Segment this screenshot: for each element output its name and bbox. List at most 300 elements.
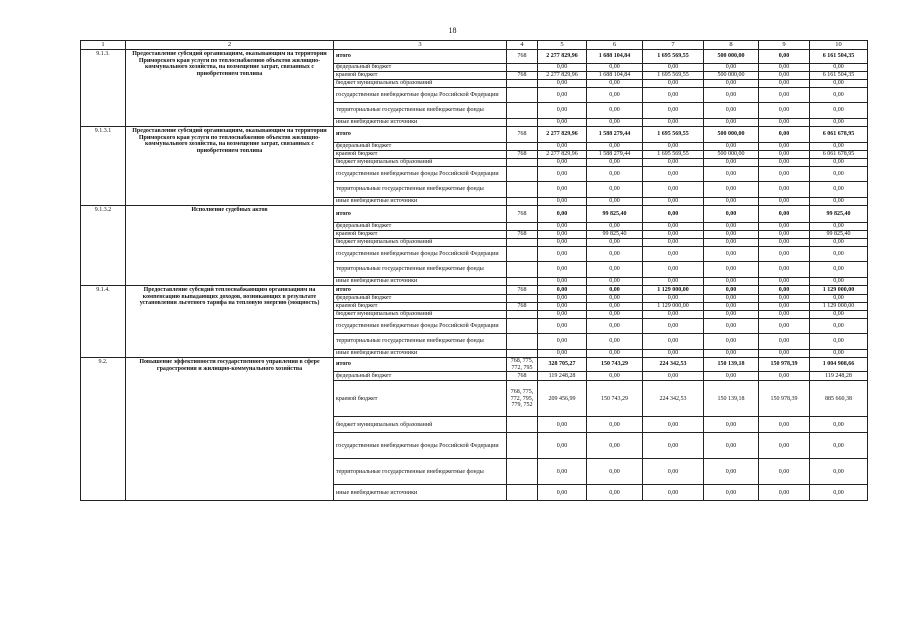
amount-cell: 0,00 (704, 311, 759, 319)
amount-cell: 0,00 (704, 334, 759, 350)
amount-cell: 1 129 000,00 (643, 286, 704, 295)
funding-source: бюджет муниципальных образований (334, 159, 507, 167)
amount-cell: 0,00 (587, 311, 643, 319)
amount-cell: 0,00 (538, 88, 587, 103)
amount-cell: 0,00 (704, 88, 759, 103)
item-name: Предоставление субсидий организациям, оказывающим на территории Приморского края услуги по теплоснабжению объектов жилищно-коммунального хозяйства, на возмещение затрат, связанных с приобретением топлива (126, 127, 334, 206)
amount-cell: 0,00 (643, 88, 704, 103)
amount-cell: 0,00 (643, 206, 704, 223)
amount-cell: 0,00 (810, 278, 868, 286)
amount-cell: 0,00 (538, 417, 587, 433)
amount-cell: 0,00 (759, 127, 810, 143)
funding-source: территориальные государственные внебюджетные фонды (334, 262, 507, 278)
amount-cell: 0,00 (538, 198, 587, 206)
amount-cell: 0,00 (810, 103, 868, 119)
amount-cell: 885 660,38 (810, 381, 868, 417)
grbs-code (507, 459, 538, 485)
table-row (81, 358, 868, 372)
grbs-code (507, 88, 538, 103)
amount-cell: 0,00 (587, 417, 643, 433)
amount-cell: 0,00 (759, 350, 810, 358)
amount-cell: 0,00 (759, 319, 810, 334)
amount-cell: 0,00 (587, 103, 643, 119)
amount-cell: 0,00 (538, 311, 587, 319)
amount-cell: 0,00 (759, 311, 810, 319)
amount-cell: 0,00 (538, 119, 587, 127)
amount-cell: 0,00 (704, 485, 759, 501)
amount-cell: 150 978,39 (759, 358, 810, 372)
amount-cell: 0,00 (587, 319, 643, 334)
amount-cell: 0,00 (587, 303, 643, 311)
amount-cell: 0,00 (587, 372, 643, 381)
header-cell: 8 (704, 41, 759, 50)
amount-cell: 0,00 (643, 143, 704, 151)
amount-cell: 0,00 (643, 278, 704, 286)
header-cell: 9 (759, 41, 810, 50)
amount-cell: 0,00 (759, 372, 810, 381)
amount-cell: 0,00 (810, 182, 868, 198)
funding-source: территориальные государственные внебюджетные фонды (334, 459, 507, 485)
amount-cell: 0,00 (587, 119, 643, 127)
amount-cell: 0,00 (704, 223, 759, 231)
funding-source: территориальные государственные внебюджетные фонды (334, 334, 507, 350)
amount-cell: 150 139,18 (704, 381, 759, 417)
grbs-code (507, 223, 538, 231)
grbs-code (507, 433, 538, 459)
grbs-code (507, 485, 538, 501)
amount-cell: 0,00 (810, 80, 868, 88)
amount-cell: 328 705,27 (538, 358, 587, 372)
amount-cell: 0,00 (643, 223, 704, 231)
grbs-code (507, 311, 538, 319)
amount-cell: 0,00 (538, 485, 587, 501)
grbs-code (507, 119, 538, 127)
amount-cell: 150 139,18 (704, 358, 759, 372)
item-code: 9.1.3. (81, 50, 126, 127)
amount-cell: 0,00 (538, 459, 587, 485)
amount-cell: 150 743,29 (587, 381, 643, 417)
amount-cell: 0,00 (643, 80, 704, 88)
header-cell: 5 (538, 41, 587, 50)
amount-cell: 0,00 (643, 64, 704, 72)
amount-cell: 0,00 (810, 459, 868, 485)
amount-cell: 0,00 (704, 198, 759, 206)
amount-cell: 0,00 (759, 334, 810, 350)
amount-cell: 0,00 (643, 311, 704, 319)
amount-cell: 0,00 (759, 50, 810, 64)
funding-source: бюджет муниципальных образований (334, 417, 507, 433)
amount-cell: 6 161 504,35 (810, 50, 868, 64)
amount-cell: 0,00 (538, 239, 587, 247)
amount-cell: 500 000,00 (704, 72, 759, 80)
amount-cell: 0,00 (810, 247, 868, 262)
amount-cell: 0,00 (643, 417, 704, 433)
amount-cell: 0,00 (643, 334, 704, 350)
amount-cell: 500 000,00 (704, 127, 759, 143)
amount-cell: 0,00 (759, 159, 810, 167)
amount-cell: 0,00 (704, 143, 759, 151)
amount-cell: 6 061 678,95 (810, 127, 868, 143)
table-body (81, 50, 868, 501)
amount-cell: 0,00 (810, 239, 868, 247)
grbs-code: 768 (507, 72, 538, 80)
amount-cell: 0,00 (759, 231, 810, 239)
amount-cell: 0,00 (643, 247, 704, 262)
amount-cell: 99 825,40 (587, 206, 643, 223)
item-code: 9.2. (81, 358, 126, 501)
amount-cell: 0,00 (704, 167, 759, 182)
amount-cell: 2 277 829,96 (538, 151, 587, 159)
grbs-code (507, 198, 538, 206)
amount-cell: 224 342,53 (643, 358, 704, 372)
header-cell: 7 (643, 41, 704, 50)
amount-cell: 119 248,28 (810, 372, 868, 381)
grbs-code (507, 417, 538, 433)
funding-source: государственные внебюджетные фонды Российской Федерации (334, 88, 507, 103)
grbs-code (507, 143, 538, 151)
amount-cell: 0,00 (810, 159, 868, 167)
amount-cell: 0,00 (810, 350, 868, 358)
funding-source: федеральный бюджет (334, 223, 507, 231)
amount-cell: 0,00 (643, 319, 704, 334)
grbs-code: 768 (507, 303, 538, 311)
funding-source: иные внебюджетные источники (334, 119, 507, 127)
amount-cell: 0,00 (587, 167, 643, 182)
grbs-code (507, 159, 538, 167)
amount-cell: 0,00 (643, 159, 704, 167)
amount-cell: 0,00 (810, 119, 868, 127)
amount-cell: 0,00 (810, 64, 868, 72)
amount-cell: 0,00 (759, 247, 810, 262)
amount-cell: 0,00 (759, 64, 810, 72)
grbs-code (507, 103, 538, 119)
amount-cell: 1 129 000,00 (810, 286, 868, 295)
amount-cell: 0,00 (538, 295, 587, 303)
amount-cell: 0,00 (538, 143, 587, 151)
amount-cell: 0,00 (759, 80, 810, 88)
grbs-code (507, 334, 538, 350)
amount-cell: 150 743,29 (587, 358, 643, 372)
amount-cell: 0,00 (643, 103, 704, 119)
amount-cell: 0,00 (704, 372, 759, 381)
amount-cell: 0,00 (587, 286, 643, 295)
amount-cell: 0,00 (643, 239, 704, 247)
header-cell: 3 (334, 41, 507, 50)
amount-cell: 0,00 (587, 459, 643, 485)
amount-cell: 1 588 279,44 (587, 127, 643, 143)
amount-cell: 0,00 (704, 119, 759, 127)
amount-cell: 0,00 (538, 103, 587, 119)
amount-cell: 6 161 504,35 (810, 72, 868, 80)
amount-cell: 0,00 (538, 206, 587, 223)
grbs-code: 768 (507, 286, 538, 295)
amount-cell: 0,00 (587, 350, 643, 358)
amount-cell: 1 695 569,55 (643, 127, 704, 143)
item-code: 9.1.3.2 (81, 206, 126, 286)
amount-cell: 0,00 (704, 278, 759, 286)
amount-cell: 1 688 104,84 (587, 50, 643, 64)
table-row (81, 286, 868, 295)
amount-cell: 0,00 (538, 64, 587, 72)
amount-cell: 0,00 (810, 262, 868, 278)
amount-cell: 0,00 (759, 206, 810, 223)
amount-cell: 0,00 (587, 295, 643, 303)
grbs-code: 768 (507, 151, 538, 159)
item-name: Повышение эффективности государственного управления в сфере градостроения и жилищно-коммунального хозяйства (126, 358, 334, 501)
header-cell: 6 (587, 41, 643, 50)
funding-source: бюджет муниципальных образований (334, 239, 507, 247)
amount-cell: 0,00 (587, 485, 643, 501)
amount-cell: 0,00 (643, 167, 704, 182)
funding-source: территориальные государственные внебюджетные фонды (334, 182, 507, 198)
amount-cell: 119 248,28 (538, 372, 587, 381)
amount-cell: 0,00 (704, 231, 759, 239)
amount-cell: 0,00 (810, 334, 868, 350)
item-name: Предоставление субсидий теплоснабжающим организациям на компенсацию выпадающих доходов, возникающих в результате установления льготного тарифа на тепловую энергию (мощность) (126, 286, 334, 358)
grbs-code (507, 319, 538, 334)
amount-cell: 150 978,39 (759, 381, 810, 417)
amount-cell: 0,00 (587, 80, 643, 88)
amount-cell: 0,00 (759, 485, 810, 501)
amount-cell: 0,00 (704, 295, 759, 303)
amount-cell: 0,00 (759, 72, 810, 80)
funding-source: федеральный бюджет (334, 295, 507, 303)
amount-cell: 0,00 (759, 278, 810, 286)
grbs-code (507, 350, 538, 358)
amount-cell: 0,00 (704, 206, 759, 223)
amount-cell: 0,00 (810, 485, 868, 501)
funding-source: федеральный бюджет (334, 64, 507, 72)
amount-cell: 0,00 (538, 182, 587, 198)
amount-cell: 500 000,00 (704, 50, 759, 64)
amount-cell: 0,00 (759, 303, 810, 311)
amount-cell: 0,00 (759, 433, 810, 459)
amount-cell: 0,00 (643, 231, 704, 239)
table-row (81, 127, 868, 143)
amount-cell: 0,00 (587, 334, 643, 350)
amount-cell: 0,00 (810, 143, 868, 151)
amount-cell: 1 129 000,00 (810, 303, 868, 311)
amount-cell: 6 061 678,95 (810, 151, 868, 159)
amount-cell: 0,00 (759, 182, 810, 198)
amount-cell: 0,00 (759, 286, 810, 295)
amount-cell: 0,00 (643, 350, 704, 358)
funding-source: краевой бюджет (334, 72, 507, 80)
funding-source: государственные внебюджетные фонды Российской Федерации (334, 319, 507, 334)
amount-cell: 0,00 (587, 182, 643, 198)
amount-cell: 0,00 (810, 167, 868, 182)
amount-cell: 1 129 000,00 (643, 303, 704, 311)
funding-source: краевой бюджет (334, 381, 507, 417)
grbs-code: 768, 775, 772, 795, 779, 752 (507, 381, 538, 417)
amount-cell: 0,00 (587, 88, 643, 103)
funding-source: государственные внебюджетные фонды Российской Федерации (334, 433, 507, 459)
item-name: Предоставление субсидий организациям, оказывающим на территории Приморского края услуги по теплоснабжению объектов жилищно-коммунального хозяйства, на возмещение затрат, связанных с приобретением топлива (126, 50, 334, 127)
amount-cell: 0,00 (643, 198, 704, 206)
amount-cell: 1 695 569,55 (643, 50, 704, 64)
amount-cell: 0,00 (538, 278, 587, 286)
amount-cell: 0,00 (759, 151, 810, 159)
grbs-code (507, 64, 538, 72)
amount-cell: 0,00 (704, 286, 759, 295)
amount-cell: 0,00 (704, 247, 759, 262)
amount-cell: 0,00 (704, 239, 759, 247)
amount-cell: 0,00 (759, 198, 810, 206)
amount-cell: 0,00 (759, 223, 810, 231)
amount-cell: 0,00 (643, 119, 704, 127)
amount-cell: 0,00 (538, 262, 587, 278)
grbs-code (507, 182, 538, 198)
funding-source: краевой бюджет (334, 231, 507, 239)
amount-cell: 0,00 (587, 198, 643, 206)
amount-cell: 0,00 (538, 231, 587, 239)
amount-cell: 0,00 (643, 182, 704, 198)
funding-source: иные внебюджетные источники (334, 198, 507, 206)
amount-cell: 0,00 (643, 433, 704, 459)
amount-cell: 0,00 (643, 262, 704, 278)
amount-cell: 0,00 (810, 223, 868, 231)
amount-cell: 1 695 569,55 (643, 151, 704, 159)
amount-cell: 0,00 (759, 417, 810, 433)
grbs-code: 768 (507, 127, 538, 143)
amount-cell: 0,00 (704, 262, 759, 278)
amount-cell: 0,00 (810, 198, 868, 206)
amount-cell: 0,00 (704, 80, 759, 88)
funding-source: бюджет муниципальных образований (334, 80, 507, 88)
amount-cell: 0,00 (759, 143, 810, 151)
amount-cell: 0,00 (704, 459, 759, 485)
funding-source: краевой бюджет (334, 303, 507, 311)
grbs-code (507, 239, 538, 247)
amount-cell: 0,00 (587, 239, 643, 247)
amount-cell: 0,00 (643, 459, 704, 485)
amount-cell: 0,00 (704, 350, 759, 358)
amount-cell: 0,00 (759, 88, 810, 103)
grbs-code (507, 80, 538, 88)
amount-cell: 0,00 (587, 247, 643, 262)
amount-cell: 0,00 (538, 350, 587, 358)
table-row (81, 50, 868, 64)
item-code: 9.1.4. (81, 286, 126, 358)
funding-source: бюджет муниципальных образований (334, 311, 507, 319)
amount-cell: 99 825,40 (810, 231, 868, 239)
amount-cell: 2 277 829,96 (538, 72, 587, 80)
amount-cell: 0,00 (759, 167, 810, 182)
amount-cell: 0,00 (759, 239, 810, 247)
amount-cell: 1 688 104,84 (587, 72, 643, 80)
grbs-code (507, 247, 538, 262)
amount-cell: 0,00 (587, 223, 643, 231)
amount-cell: 0,00 (538, 159, 587, 167)
grbs-code: 768 (507, 231, 538, 239)
amount-cell: 0,00 (704, 303, 759, 311)
amount-cell: 0,00 (810, 319, 868, 334)
funding-source: иные внебюджетные источники (334, 485, 507, 501)
funding-source: итого (334, 206, 507, 223)
budget-table (80, 40, 868, 501)
grbs-code: 768 (507, 372, 538, 381)
funding-source: государственные внебюджетные фонды Российской Федерации (334, 167, 507, 182)
funding-source: федеральный бюджет (334, 143, 507, 151)
amount-cell: 0,00 (704, 182, 759, 198)
amount-cell: 1 695 569,55 (643, 72, 704, 80)
amount-cell: 0,00 (538, 319, 587, 334)
funding-source: итого (334, 286, 507, 295)
amount-cell: 0,00 (810, 88, 868, 103)
amount-cell: 209 456,99 (538, 381, 587, 417)
amount-cell: 0,00 (538, 80, 587, 88)
item-name: Исполнение судебных актов (126, 206, 334, 286)
amount-cell: 0,00 (643, 372, 704, 381)
amount-cell: 0,00 (810, 295, 868, 303)
amount-cell: 99 825,40 (810, 206, 868, 223)
amount-cell: 0,00 (704, 159, 759, 167)
header-cell: 2 (126, 41, 334, 50)
grbs-code (507, 278, 538, 286)
funding-source: иные внебюджетные источники (334, 278, 507, 286)
amount-cell: 2 277 829,96 (538, 50, 587, 64)
amount-cell: 0,00 (704, 417, 759, 433)
header-cell: 10 (810, 41, 868, 50)
funding-source: краевой бюджет (334, 151, 507, 159)
amount-cell: 0,00 (704, 64, 759, 72)
amount-cell: 500 000,00 (704, 151, 759, 159)
amount-cell: 0,00 (704, 319, 759, 334)
amount-cell: 0,00 (538, 167, 587, 182)
funding-source: территориальные государственные внебюджетные фонды (334, 103, 507, 119)
amount-cell: 1 004 908,66 (810, 358, 868, 372)
amount-cell: 0,00 (538, 433, 587, 459)
amount-cell: 0,00 (587, 278, 643, 286)
funding-source: итого (334, 127, 507, 143)
amount-cell: 0,00 (759, 295, 810, 303)
funding-source: государственные внебюджетные фонды Российской Федерации (334, 247, 507, 262)
amount-cell: 0,00 (704, 433, 759, 459)
amount-cell: 2 277 829,96 (538, 127, 587, 143)
amount-cell: 0,00 (587, 433, 643, 459)
header-row (81, 41, 868, 50)
funding-source: федеральный бюджет (334, 372, 507, 381)
amount-cell: 0,00 (538, 223, 587, 231)
amount-cell: 1 588 279,44 (587, 151, 643, 159)
table-row (81, 206, 868, 223)
amount-cell: 0,00 (759, 119, 810, 127)
grbs-code (507, 262, 538, 278)
amount-cell: 0,00 (587, 262, 643, 278)
amount-cell: 224 342,53 (643, 381, 704, 417)
item-code: 9.1.3.1 (81, 127, 126, 206)
funding-source: иные внебюджетные источники (334, 350, 507, 358)
amount-cell: 0,00 (810, 433, 868, 459)
amount-cell: 0,00 (759, 262, 810, 278)
header-cell: 4 (507, 41, 538, 50)
amount-cell: 0,00 (538, 247, 587, 262)
funding-source: итого (334, 358, 507, 372)
grbs-code: 768 (507, 50, 538, 64)
grbs-code (507, 167, 538, 182)
grbs-code: 768 (507, 206, 538, 223)
amount-cell: 0,00 (704, 103, 759, 119)
grbs-code (507, 295, 538, 303)
amount-cell: 0,00 (587, 143, 643, 151)
amount-cell: 0,00 (538, 303, 587, 311)
amount-cell: 0,00 (538, 286, 587, 295)
amount-cell: 0,00 (538, 334, 587, 350)
amount-cell: 0,00 (587, 64, 643, 72)
amount-cell: 0,00 (643, 485, 704, 501)
amount-cell: 0,00 (810, 311, 868, 319)
amount-cell: 0,00 (759, 459, 810, 485)
